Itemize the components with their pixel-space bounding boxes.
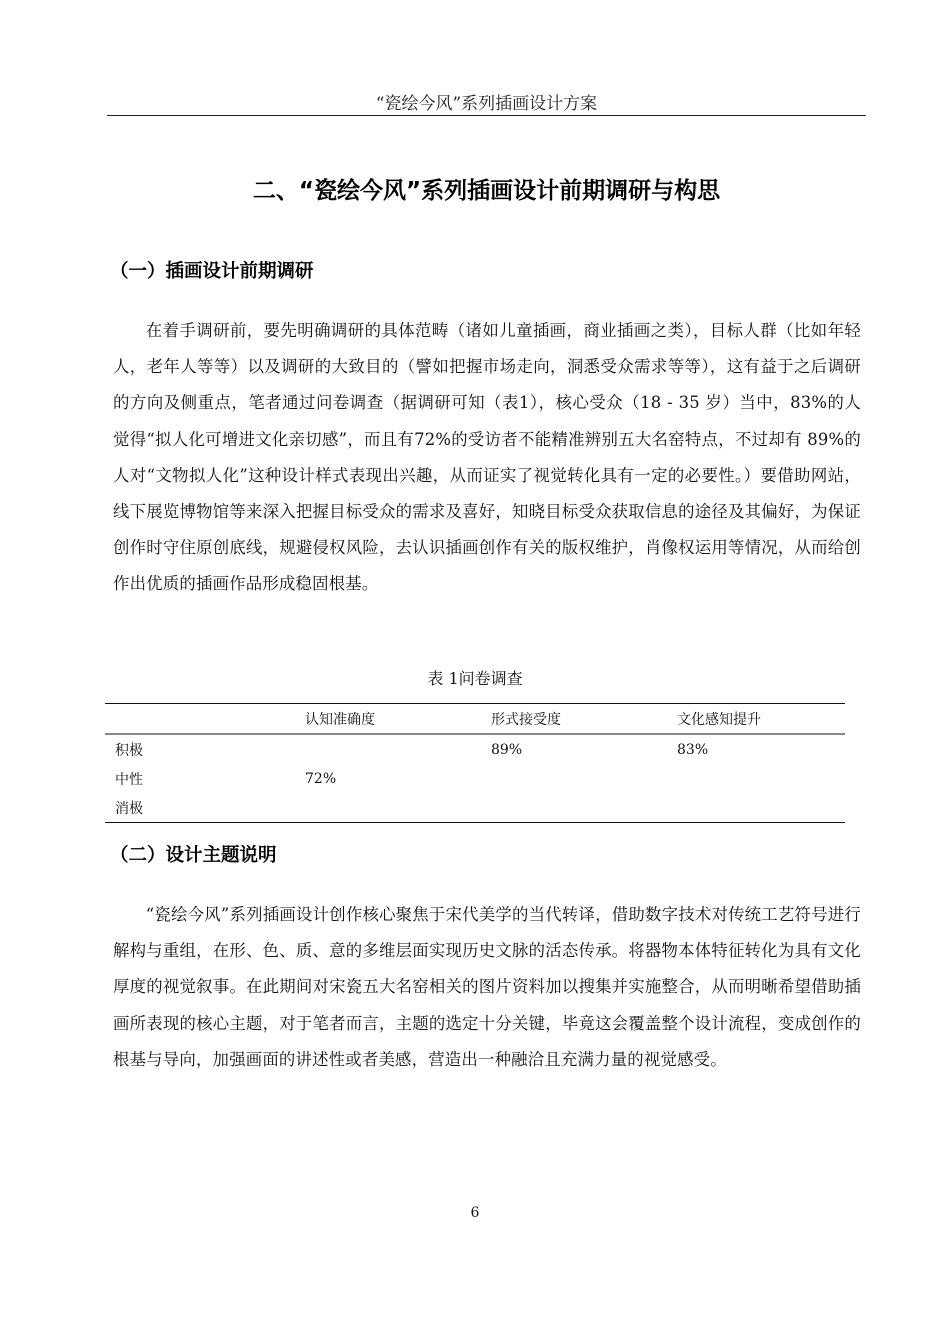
table-row xyxy=(105,734,845,764)
table-cell xyxy=(667,764,845,793)
table-cell xyxy=(295,734,481,764)
table-header-cell: 形式接受度 xyxy=(491,711,561,728)
page-number: 6 xyxy=(470,1205,480,1221)
table-cell: 积极 xyxy=(115,742,143,759)
table-cell xyxy=(481,764,667,793)
table-row xyxy=(105,793,845,823)
table-cell: 89% xyxy=(491,741,523,758)
section-title-theme: （二）设计主题说明 xyxy=(110,845,277,866)
survey-table xyxy=(105,703,845,823)
table-header-row xyxy=(105,704,845,735)
paragraph-theme: “瓷绘今风”系列插画设计创作核心聚焦于宋代美学的当代转译，借助数字技术对传统工艺符号进行解构与重组，在形、色、质、意的多维层面实现历史文脉的活态传承。将器物本体特征转化为具有文化厚度的视觉叙事。在此期间对宋瓷五大名窑相关的图片资料加以搜集并实施整合，从而明晰希望借助插画所表现的核心主题，对于笔者而言，主题的选定十分关键，毕竟这会覆盖整个设计流程，变成创作的根基与导向，加强画面的讲述性或者美感，营造出一种融洽且充满力量的视觉感受。 xyxy=(113,905,861,1069)
table-cell: 72% xyxy=(305,770,337,787)
table-row xyxy=(105,764,845,793)
paragraph-research: 在着手调研前，要先明确调研的具体范畴（诸如儿童插画，商业插画之类），目标人群（比如年轻人，老年人等等）以及调研的大致目的（譬如把握市场走向，洞悉受众需求等等），这有益于之后调研的方向及侧重点，笔者通过问卷调查（据调研可知（表1），核心受众（18 - 35 岁）当中，83%的人觉得“拟人化可增进文化亲切感”，而且有72%的受访者不能精准辨别五大名窑特点，不过却有 89%的人对“文物拟人化”这种设计样式表现出兴趣，从而证实了视觉转化具有一定的必要性。）要借助网站，线下展览博物馆等来深入把握目标受众的需求及喜好，知晓目标受众获取信息的途径及其偏好，为保证创作时守住原创底线，规避侵权风险，去认识插画创作有关的版权维护，肖像权运用等情况，从而给创作出优质的插画作品形成稳固根基。 xyxy=(113,321,861,594)
table-cell xyxy=(481,793,667,823)
table-cell: 消极 xyxy=(115,800,143,817)
table-header-cell: 认知准确度 xyxy=(305,711,375,728)
header-divider xyxy=(107,115,866,116)
chapter-title: 二、“瓷绘今风”系列插画设计前期调研与构思 xyxy=(252,178,721,204)
table-caption: 表 1问卷调查 xyxy=(427,669,523,688)
table-header-cell: 文化感知提升 xyxy=(677,711,761,728)
table-cell: 83% xyxy=(677,741,709,758)
table-cell xyxy=(295,793,481,823)
table-header-cell xyxy=(105,704,295,735)
table-cell: 中性 xyxy=(115,771,143,788)
section-title-research: （一）插画设计前期调研 xyxy=(110,261,314,282)
running-header: “瓷绘今风”系列插画设计方案 xyxy=(375,94,598,114)
table-cell xyxy=(667,793,845,823)
